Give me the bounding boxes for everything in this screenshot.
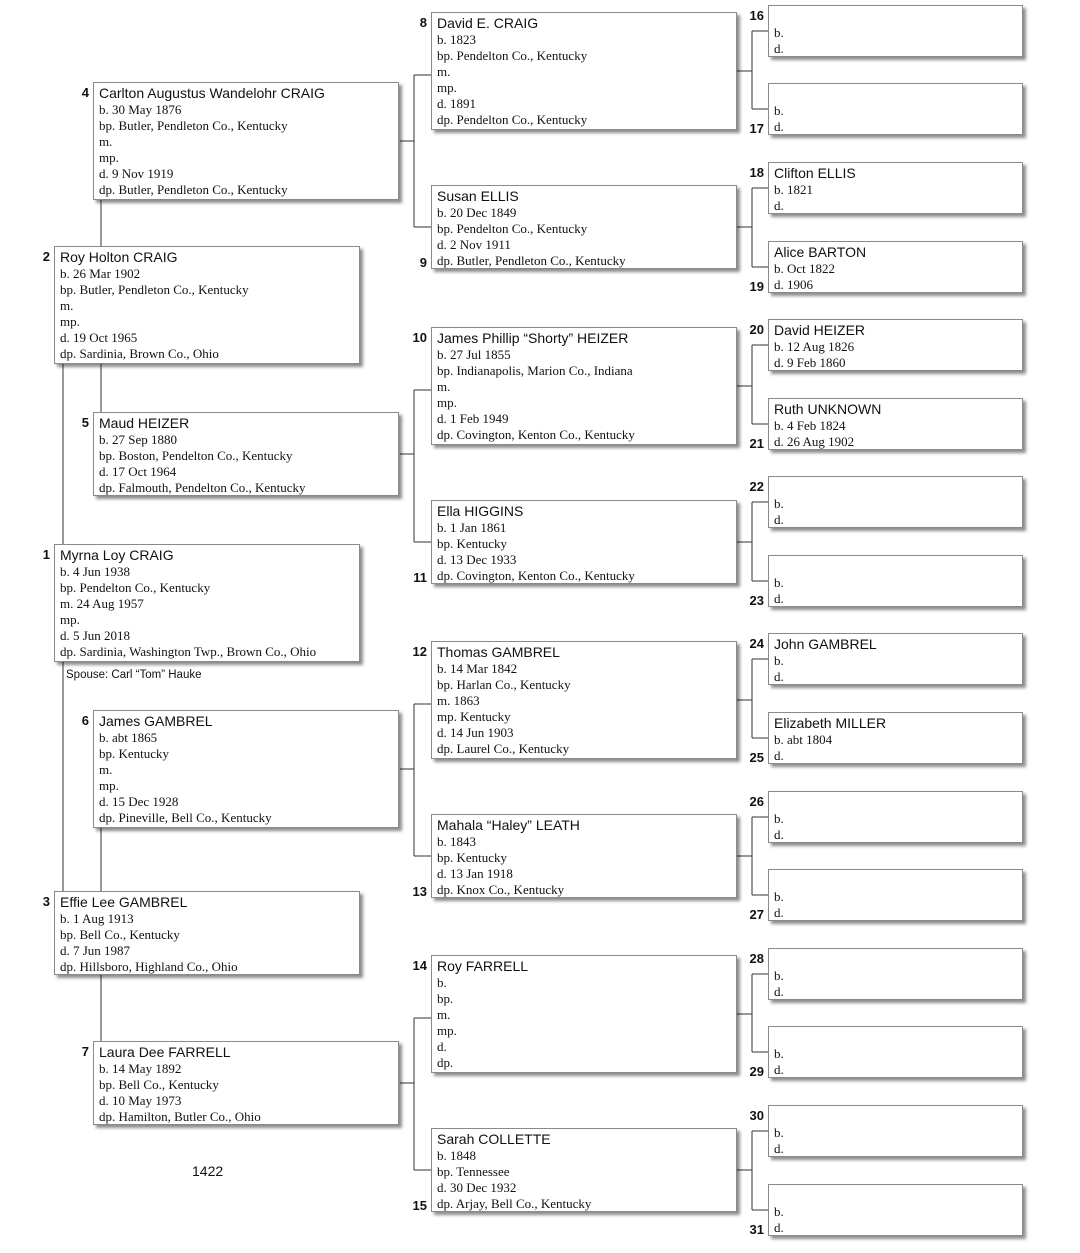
person-number: 10 xyxy=(412,330,427,345)
person-box-25[interactable] xyxy=(768,712,1023,764)
person-detail-line: b. abt 1865 xyxy=(99,730,158,745)
person-detail-line: dp. Butler, Pendleton Co., Kentucky xyxy=(99,182,288,197)
person-detail-line: d. xyxy=(774,1141,784,1156)
person-name: Mahala “Haley” LEATH xyxy=(437,817,580,833)
person-name: James Phillip “Shorty” HEIZER xyxy=(437,330,629,346)
person-number: 20 xyxy=(749,322,764,337)
person-box-10[interactable] xyxy=(431,327,737,445)
person-detail-line: m. xyxy=(437,379,451,394)
person-detail-line: bp. Kentucky xyxy=(437,850,508,865)
person-detail-line: dp. Laurel Co., Kentucky xyxy=(437,741,570,756)
person-box-7[interactable] xyxy=(93,1041,399,1125)
person-name: David E. CRAIG xyxy=(437,15,539,31)
person-number: 8 xyxy=(419,15,427,30)
person-number: 24 xyxy=(749,636,764,651)
person-detail-line: b. xyxy=(774,575,784,590)
person-detail-line: dp. Hamilton, Butler Co., Ohio xyxy=(99,1109,261,1124)
person-detail-line: b. 14 May 1892 xyxy=(99,1061,182,1076)
person-box-22[interactable] xyxy=(768,476,1023,528)
person-number: 6 xyxy=(81,713,89,728)
person-number: 29 xyxy=(749,1064,764,1079)
person-detail-line: bp. Kentucky xyxy=(99,746,170,761)
person-detail-line: b. 1823 xyxy=(437,32,476,47)
person-detail-line: bp. Pendelton Co., Kentucky xyxy=(437,221,588,236)
person-box-8[interactable] xyxy=(431,12,737,130)
person-detail-line: dp. Hillsboro, Highland Co., Ohio xyxy=(60,959,238,974)
person-detail-line: d. xyxy=(774,905,784,920)
person-detail-line: mp. xyxy=(437,395,457,410)
person-detail-line: b. xyxy=(774,811,784,826)
person-detail-line: d. 2 Nov 1911 xyxy=(437,237,511,252)
person-detail-line: dp. Sardinia, Washington Twp., Brown Co., Ohio xyxy=(60,644,317,659)
person-detail-line: d. 13 Dec 1933 xyxy=(437,552,517,567)
person-detail-line: b. 27 Jul 1855 xyxy=(437,347,511,362)
person-detail-line: bp. Bell Co., Kentucky xyxy=(60,927,180,942)
person-name: David HEIZER xyxy=(774,322,866,338)
person-detail-line: bp. Harlan Co., Kentucky xyxy=(437,677,571,692)
person-number: 28 xyxy=(749,951,764,966)
person-detail-line: bp. Kentucky xyxy=(437,536,508,551)
person-detail-line: b. xyxy=(774,103,784,118)
person-name: Alice BARTON xyxy=(774,244,867,260)
person-detail-line: dp. Butler, Pendleton Co., Kentucky xyxy=(437,253,626,268)
person-detail-line: mp. xyxy=(437,1023,457,1038)
person-box-28[interactable] xyxy=(768,948,1023,1000)
person-box-30[interactable] xyxy=(768,1105,1023,1157)
person-box-19[interactable] xyxy=(768,241,1023,293)
person-number: 23 xyxy=(749,593,764,608)
person-number: 25 xyxy=(749,750,764,765)
person-box-15[interactable] xyxy=(431,1128,737,1212)
person-detail-line: b. 1 Jan 1861 xyxy=(437,520,507,535)
person-detail-line: dp. Pendelton Co., Kentucky xyxy=(437,112,588,127)
page-number: 1422 xyxy=(192,1163,224,1179)
person-detail-line: b. xyxy=(774,1046,784,1061)
person-detail-line: d. 1891 xyxy=(437,96,476,111)
person-detail-line: d. 19 Oct 1965 xyxy=(60,330,138,345)
person-detail-line: b. 1 Aug 1913 xyxy=(60,911,134,926)
person-detail-line: b. 26 Mar 1902 xyxy=(60,266,141,281)
person-name: James GAMBREL xyxy=(99,713,213,729)
person-detail-line: d. 9 Nov 1919 xyxy=(99,166,174,181)
person-detail-line: bp. xyxy=(437,991,454,1006)
person-detail-line: b. 1843 xyxy=(437,834,476,849)
person-detail-line: b. 4 Feb 1824 xyxy=(774,418,846,433)
person-detail-line: dp. xyxy=(437,1055,454,1070)
person-box-13[interactable] xyxy=(431,814,737,898)
person-detail-line: d. 1906 xyxy=(774,277,813,292)
person-detail-line: bp. Pendelton Co., Kentucky xyxy=(437,48,588,63)
person-name: Laura Dee FARRELL xyxy=(99,1044,231,1060)
person-box-20[interactable] xyxy=(768,319,1023,371)
person-box-21[interactable] xyxy=(768,398,1023,450)
person-detail-line: d. xyxy=(774,119,784,134)
person-box-12[interactable] xyxy=(431,641,737,759)
person-number: 17 xyxy=(749,121,764,136)
person-name: Ella HIGGINS xyxy=(437,503,524,519)
person-detail-line: d. xyxy=(774,827,784,842)
person-detail-line: mp. xyxy=(60,612,80,627)
person-detail-line: d. xyxy=(774,512,784,527)
person-detail-line: dp. Knox Co., Kentucky xyxy=(437,882,565,897)
person-detail-line: dp. Sardinia, Brown Co., Ohio xyxy=(60,346,219,361)
person-detail-line: bp. Indianapolis, Marion Co., Indiana xyxy=(437,363,633,378)
person-number: 30 xyxy=(749,1108,764,1123)
person-detail-line: m. xyxy=(60,298,74,313)
person-detail-line: d. 26 Aug 1902 xyxy=(774,434,855,449)
person-detail-line: b. 14 Mar 1842 xyxy=(437,661,518,676)
person-box-9[interactable] xyxy=(431,185,737,269)
person-box-23[interactable] xyxy=(768,555,1023,607)
person-detail-line: bp. Bell Co., Kentucky xyxy=(99,1077,219,1092)
person-box-14[interactable] xyxy=(431,955,737,1073)
person-detail-line: b. xyxy=(437,975,447,990)
person-name: Roy Holton CRAIG xyxy=(60,249,178,265)
person-detail-line: b. 12 Aug 1826 xyxy=(774,339,855,354)
person-number: 21 xyxy=(749,436,764,451)
person-name: Carlton Augustus Wandelohr CRAIG xyxy=(99,85,325,101)
person-detail-line: d. xyxy=(774,1220,784,1235)
person-box-27[interactable] xyxy=(768,869,1023,921)
person-detail-line: d. 9 Feb 1860 xyxy=(774,355,846,370)
person-box-24[interactable] xyxy=(768,633,1023,685)
person-detail-line: m. 24 Aug 1957 xyxy=(60,596,144,611)
person-number: 15 xyxy=(412,1198,427,1213)
person-detail-line: d. 10 May 1973 xyxy=(99,1093,182,1108)
person-detail-line: bp. Butler, Pendleton Co., Kentucky xyxy=(99,118,288,133)
person-box-4[interactable] xyxy=(93,82,399,200)
person-detail-line: bp. Tennessee xyxy=(437,1164,510,1179)
person-number: 2 xyxy=(42,249,50,264)
person-number: 27 xyxy=(749,907,764,922)
person-name: John GAMBREL xyxy=(774,636,877,652)
person-detail-line: d. xyxy=(774,669,784,684)
person-number: 26 xyxy=(749,794,764,809)
person-name: Elizabeth MILLER xyxy=(774,715,887,731)
person-box-31[interactable] xyxy=(768,1184,1023,1236)
person-detail-line: dp. Arjay, Bell Co., Kentucky xyxy=(437,1196,592,1211)
person-name: Roy FARRELL xyxy=(437,958,529,974)
person-detail-line: d. 1 Feb 1949 xyxy=(437,411,509,426)
person-number: 18 xyxy=(749,165,764,180)
person-name: Maud HEIZER xyxy=(99,415,190,431)
person-detail-line: dp. Covington, Kenton Co., Kentucky xyxy=(437,568,635,583)
person-box-5[interactable] xyxy=(93,412,399,496)
person-number: 14 xyxy=(412,958,427,973)
person-box-1[interactable] xyxy=(54,544,360,662)
person-detail-line: b. xyxy=(774,653,784,668)
person-number: 31 xyxy=(749,1222,764,1237)
person-detail-line: b. abt 1804 xyxy=(774,732,833,747)
person-detail-line: d. xyxy=(774,984,784,999)
person-detail-line: d. 17 Oct 1964 xyxy=(99,464,177,479)
person-number: 11 xyxy=(413,570,427,585)
person-name: Susan ELLIS xyxy=(437,188,519,204)
person-number: 22 xyxy=(749,479,764,494)
person-number: 19 xyxy=(749,279,764,294)
person-detail-line: dp. Falmouth, Pendelton Co., Kentucky xyxy=(99,480,306,495)
person-box-26[interactable] xyxy=(768,791,1023,843)
person-number: 7 xyxy=(81,1044,89,1059)
person-detail-line: b. 1821 xyxy=(774,182,813,197)
person-detail-line: bp. Butler, Pendleton Co., Kentucky xyxy=(60,282,249,297)
person-detail-line: b. xyxy=(774,1125,784,1140)
person-detail-line: b. xyxy=(774,496,784,511)
person-detail-line: b. xyxy=(774,25,784,40)
person-detail-line: b. Oct 1822 xyxy=(774,261,836,276)
person-name: Ruth UNKNOWN xyxy=(774,401,882,417)
person-detail-line: d. 7 Jun 1987 xyxy=(60,943,131,958)
person-number: 1 xyxy=(42,547,50,562)
person-box-17[interactable] xyxy=(768,83,1023,135)
person-box-2[interactable] xyxy=(54,246,360,364)
person-detail-line: d. 5 Jun 2018 xyxy=(60,628,131,643)
person-name: Clifton ELLIS xyxy=(774,165,856,181)
person-number: 9 xyxy=(419,255,427,270)
person-detail-line: dp. Pineville, Bell Co., Kentucky xyxy=(99,810,272,825)
person-number: 5 xyxy=(81,415,89,430)
person-box-16[interactable] xyxy=(768,5,1023,57)
person-box-29[interactable] xyxy=(768,1026,1023,1078)
person-detail-line: d. xyxy=(774,41,784,56)
person-detail-line: b. xyxy=(774,968,784,983)
person-name: Effie Lee GAMBREL xyxy=(60,894,188,910)
person-detail-line: b. 1848 xyxy=(437,1148,476,1163)
person-detail-line: d. 13 Jan 1918 xyxy=(437,866,513,881)
person-detail-line: mp. xyxy=(437,80,457,95)
person-number: 16 xyxy=(749,8,764,23)
person-detail-line: mp. xyxy=(60,314,80,329)
person-box-11[interactable] xyxy=(431,500,737,584)
person-box-6[interactable] xyxy=(93,710,399,828)
person-detail-line: bp. Pendelton Co., Kentucky xyxy=(60,580,211,595)
person-box-18[interactable] xyxy=(768,162,1023,214)
person-detail-line: bp. Boston, Pendelton Co., Kentucky xyxy=(99,448,293,463)
person-detail-line: mp. xyxy=(99,778,119,793)
person-detail-line: dp. Covington, Kenton Co., Kentucky xyxy=(437,427,635,442)
person-number: 12 xyxy=(412,644,427,659)
person-detail-line: b. xyxy=(774,889,784,904)
person-detail-line: d. xyxy=(774,748,784,763)
person-detail-line: b. 20 Dec 1849 xyxy=(437,205,517,220)
person-name: Sarah COLLETTE xyxy=(437,1131,551,1147)
person-detail-line: m. xyxy=(437,1007,451,1022)
person-detail-line: b. 30 May 1876 xyxy=(99,102,182,117)
person-detail-line: b. xyxy=(774,1204,784,1219)
person-detail-line: m. 1863 xyxy=(437,693,480,708)
person-detail-line: d. xyxy=(774,591,784,606)
person-detail-line: mp. xyxy=(99,150,119,165)
person-detail-line: m. xyxy=(437,64,451,79)
person-detail-line: d. xyxy=(437,1039,447,1054)
person-detail-line: d. xyxy=(774,1062,784,1077)
person-name: Thomas GAMBREL xyxy=(437,644,560,660)
person-number: 3 xyxy=(42,894,50,909)
person-detail-line: d. 15 Dec 1928 xyxy=(99,794,179,809)
person-detail-line: b. 4 Jun 1938 xyxy=(60,564,131,579)
person-detail-line: d. 30 Dec 1932 xyxy=(437,1180,517,1195)
person-number: 13 xyxy=(412,884,427,899)
person-box-3[interactable] xyxy=(54,891,360,975)
person-detail-line: m. xyxy=(99,762,113,777)
person-detail-line: b. 27 Sep 1880 xyxy=(99,432,177,447)
person-detail-line: mp. Kentucky xyxy=(437,709,511,724)
person-detail-line: d. 14 Jun 1903 xyxy=(437,725,514,740)
person-detail-line: m. xyxy=(99,134,113,149)
person-name: Myrna Loy CRAIG xyxy=(60,547,174,563)
person-number: 4 xyxy=(81,85,89,100)
spouse-note: Spouse: Carl “Tom” Hauke xyxy=(66,669,202,681)
person-detail-line: d. xyxy=(774,198,784,213)
